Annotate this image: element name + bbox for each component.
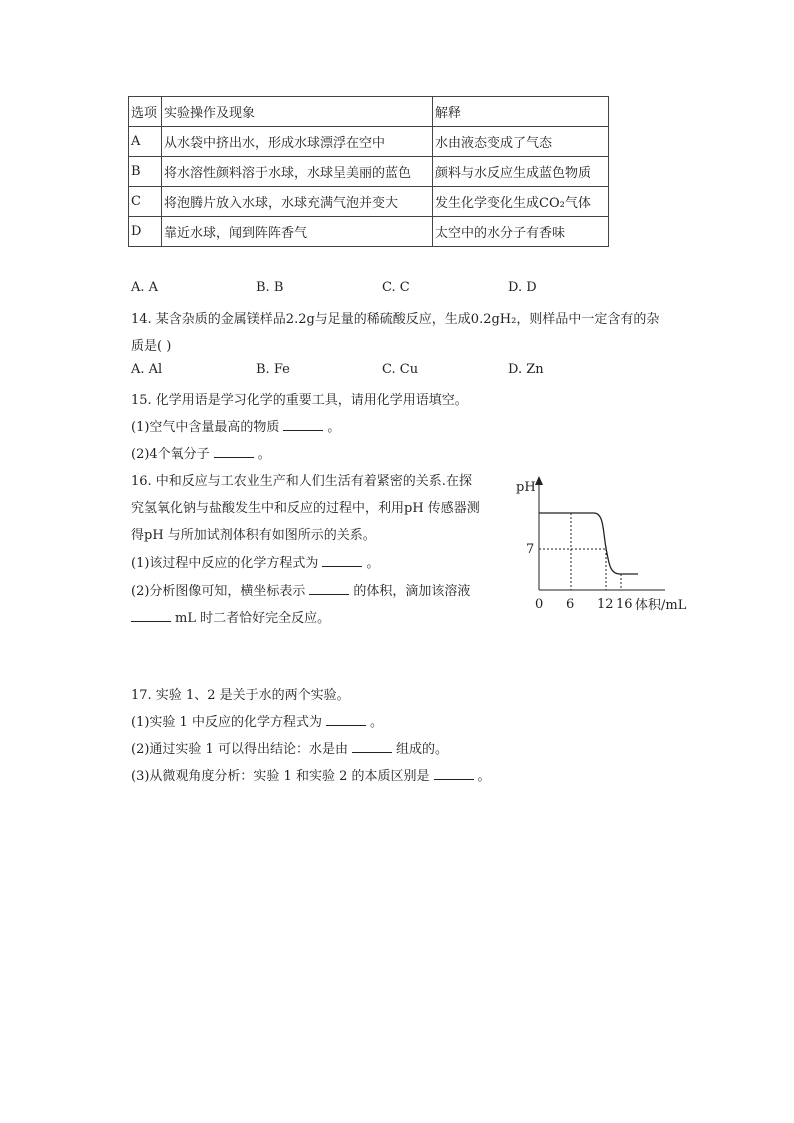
- table-row: [129, 157, 609, 187]
- table-cell: 将泡腾片放入水球，水球充满气泡并变大: [162, 187, 433, 217]
- q16-part2: [131, 580, 470, 599]
- answer-blank[interactable]: [326, 713, 366, 726]
- q13-choice-d: D. D: [508, 280, 537, 295]
- table-cell: 颜料与水反应生成蓝色物质: [433, 157, 609, 187]
- q16-stem-line3: 得pH 与所加试剂体积有如图所示的关系。: [131, 528, 376, 543]
- x-tick-label: 12: [597, 597, 614, 612]
- table-header-cell: 选项: [129, 97, 162, 127]
- q17-part3-text: (3)从微观角度分析：实验 1 和实验 2 的本质区别是: [131, 769, 430, 784]
- table-header-cell: 解释: [433, 97, 609, 127]
- q17-part2-end: 组成的。: [395, 742, 448, 757]
- table-cell: 太空中的水分子有香味: [433, 217, 609, 247]
- answer-blank[interactable]: [352, 740, 392, 753]
- x-tick-label: 0: [535, 597, 544, 612]
- table-header-row: [129, 97, 609, 127]
- q17-part1-text: (1)实验 1 中反应的化学方程式为: [131, 715, 322, 730]
- y-axis-arrow: [535, 476, 543, 485]
- table-cell: C: [129, 187, 162, 217]
- q15-part1-text: (1)空气中含量最高的物质: [131, 420, 280, 435]
- q17-part3-end: 。: [477, 769, 491, 784]
- q14-choice-b: B. Fe: [256, 362, 290, 377]
- q17-part3: [131, 765, 491, 784]
- ph-curve: [539, 513, 638, 574]
- q16-part1-end: 。: [366, 556, 380, 571]
- table-row: [129, 187, 609, 217]
- q17-part1: [131, 711, 383, 730]
- table-cell: 从水袋中挤出水，形成水球漂浮在空中: [162, 127, 433, 157]
- q14-choice-a: A. Al: [131, 362, 163, 377]
- q16-part1-text: (1)该过程中反应的化学方程式为: [131, 556, 319, 571]
- table-row: [129, 127, 609, 157]
- table-cell: B: [129, 157, 162, 187]
- q15-part2: [131, 443, 271, 462]
- options-table: [128, 96, 609, 247]
- q14-stem-line1: 14. 某含杂质的金属镁样品2.2g与足量的稀硫酸反应，生成0.2gH₂，则样品中一定含有的杂: [131, 312, 660, 327]
- q14-stem-line2: 质是( ): [131, 339, 172, 354]
- answer-blank[interactable]: [131, 609, 171, 622]
- q16-part2-line2: [131, 607, 330, 626]
- x-tick-label: 6: [566, 597, 575, 612]
- table-cell: A: [129, 127, 162, 157]
- q16-part2-text: (2)分析图像可知，横坐标表示: [131, 584, 306, 599]
- table-cell: 将水溶性颜料溶于水球，水球呈美丽的蓝色: [162, 157, 433, 187]
- table-cell: 靠近水球，闻到阵阵香气: [162, 217, 433, 247]
- q17-stem: 17. 实验 1、2 是关于水的两个实验。: [131, 688, 350, 703]
- ph-chart: [510, 472, 700, 617]
- table-cell: 水由液态变成了气态: [433, 127, 609, 157]
- q17-part2-text: (2)通过实验 1 可以得出结论：水是由: [131, 742, 348, 757]
- q14-choice-c: C. Cu: [382, 362, 419, 377]
- answer-blank[interactable]: [214, 445, 254, 458]
- answer-blank[interactable]: [322, 554, 362, 567]
- y-axis-label: pH: [516, 480, 536, 495]
- q15-part2-end: 。: [257, 447, 271, 462]
- table-header-cell: 实验操作及现象: [162, 97, 433, 127]
- table-cell: 发生化学变化生成CO₂气体: [433, 187, 609, 217]
- q14-choice-d: D. Zn: [508, 362, 544, 377]
- q16-stem-line2: 究氢氧化钠与盐酸发生中和反应的过程中，利用pH 传感器测: [131, 501, 480, 516]
- x-axis-label: 体积/mL: [635, 598, 687, 613]
- q16-part2-end: mL 时二者恰好完全反应。: [175, 611, 331, 626]
- q16-part2-mid: 的体积，滴加该溶液: [353, 584, 471, 599]
- q16-stem-line1: 16. 中和反应与工农业生产和人们生活有着紧密的关系.在探: [131, 474, 472, 489]
- q15-part1: [131, 416, 340, 435]
- answer-blank[interactable]: [434, 767, 474, 780]
- q15-stem: 15. 化学用语是学习化学的重要工具，请用化学用语填空。: [131, 393, 468, 408]
- q13-choice-a: A. A: [131, 280, 159, 295]
- q17-part2: [131, 738, 448, 757]
- q15-part1-end: 。: [327, 420, 341, 435]
- x-tick-label: 16: [616, 597, 633, 612]
- y-tick-label: 7: [526, 542, 535, 557]
- table-row: [129, 217, 609, 247]
- q13-choice-c: C. C: [382, 280, 410, 295]
- table-cell: D: [129, 217, 162, 247]
- answer-blank[interactable]: [283, 418, 323, 431]
- q15-part2-text: (2)4个氧分子: [131, 447, 210, 462]
- answer-blank[interactable]: [309, 582, 349, 595]
- q13-choice-b: B. B: [256, 280, 284, 295]
- q16-part1: [131, 552, 379, 571]
- q17-part1-end: 。: [369, 715, 383, 730]
